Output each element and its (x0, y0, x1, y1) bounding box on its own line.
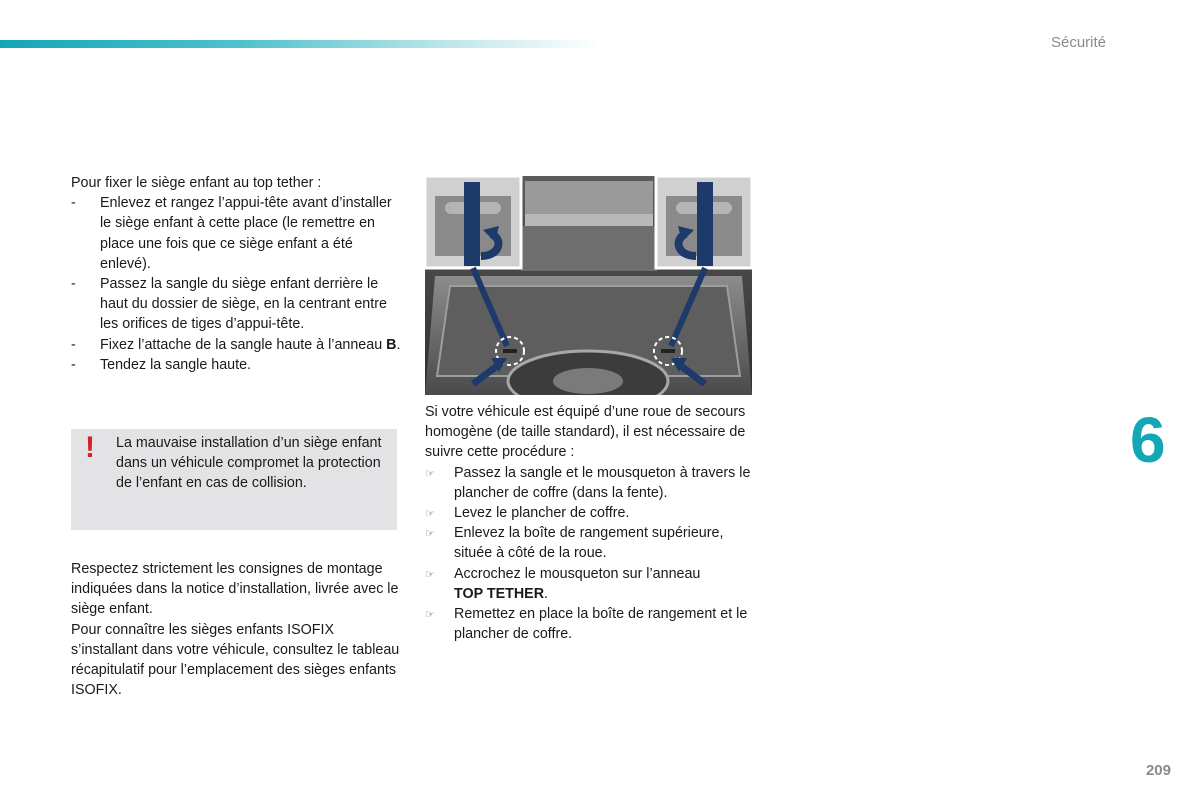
list-item: - Tendez la sangle haute. (71, 355, 401, 375)
note-paragraph: Respectez strictement les consignes de montage indiquées dans la notice d’installation, livrée avec le siège enfant. (71, 561, 399, 618)
list-item: ☞ Remettez en place la boîte de rangement et le plancher de coffre. (425, 606, 748, 643)
page-number: 209 (1145, 762, 1171, 779)
top-tether-label: TOP TETHER (454, 585, 545, 602)
dash-bullet: - (71, 195, 76, 212)
hand-pointer-icon: ☞ (425, 467, 435, 480)
warning-box (71, 429, 397, 530)
warning-text: La mauvaise installation d’un siège enfant dans un véhicule compromet la protection de l’enfant en cas de collision. (116, 435, 382, 492)
ring-label: B (386, 336, 397, 353)
instructions-list (425, 463, 765, 645)
instructions-intro: Si votre véhicule est équipé d’une roue de secours homogène (de taille standard), il est nécessaire de suivre cette procédure : (425, 404, 746, 461)
top-tether-instructions (71, 173, 401, 375)
dash-bullet: - (71, 336, 76, 353)
warning-icon: ! (85, 431, 95, 464)
list-item: - Enlevez et rangez l’appui-tête avant d’installer le siège enfant à cette place (le remettre en place une fois que ce siège enfant a été enlevé). (71, 195, 392, 272)
hand-pointer-icon: ☞ (425, 528, 435, 541)
list-item: - Fixez l’attache de la sangle haute à l’anneau B. (71, 335, 401, 355)
hand-pointer-icon: ☞ (425, 568, 435, 581)
chapter-number: 6 (1130, 404, 1166, 476)
spare-wheel-instructions (425, 402, 765, 644)
list-item: - Passez la sangle du siège enfant derrière le haut du dossier de siège, en la centrant entre les orifices de tiges d’appui-tête. (71, 276, 387, 333)
header-accent-bar (0, 40, 600, 48)
instructions-intro: Pour fixer le siège enfant au top tether : (71, 175, 322, 191)
note-paragraph: Pour connaître les sièges enfants ISOFIX s’installant dans votre véhicule, consultez le tableau récapitulatif pour l’emplacement des sièges enfants ISOFIX. (71, 621, 400, 699)
section-title: Sécurité (1050, 34, 1106, 51)
hand-pointer-icon: ☞ (425, 609, 435, 622)
list-item: ☞ Passez la sangle et le mousqueton à travers le plancher de coffre (dans la fente). (425, 464, 751, 501)
list-item: ☞ Enlevez la boîte de rangement supérieure, située à côté de la roue. (425, 525, 724, 562)
dash-bullet: - (71, 276, 76, 293)
list-item: ☞ Levez le plancher de coffre. (425, 503, 765, 523)
hand-pointer-icon: ☞ (425, 508, 435, 521)
instructions-list (71, 193, 401, 375)
dash-bullet: - (71, 356, 76, 373)
list-item: ☞ Accrochez le mousqueton sur l’anneau TOP TETHER. (425, 565, 701, 602)
car-trunk-illustration (425, 176, 752, 395)
isofix-note (71, 559, 401, 700)
